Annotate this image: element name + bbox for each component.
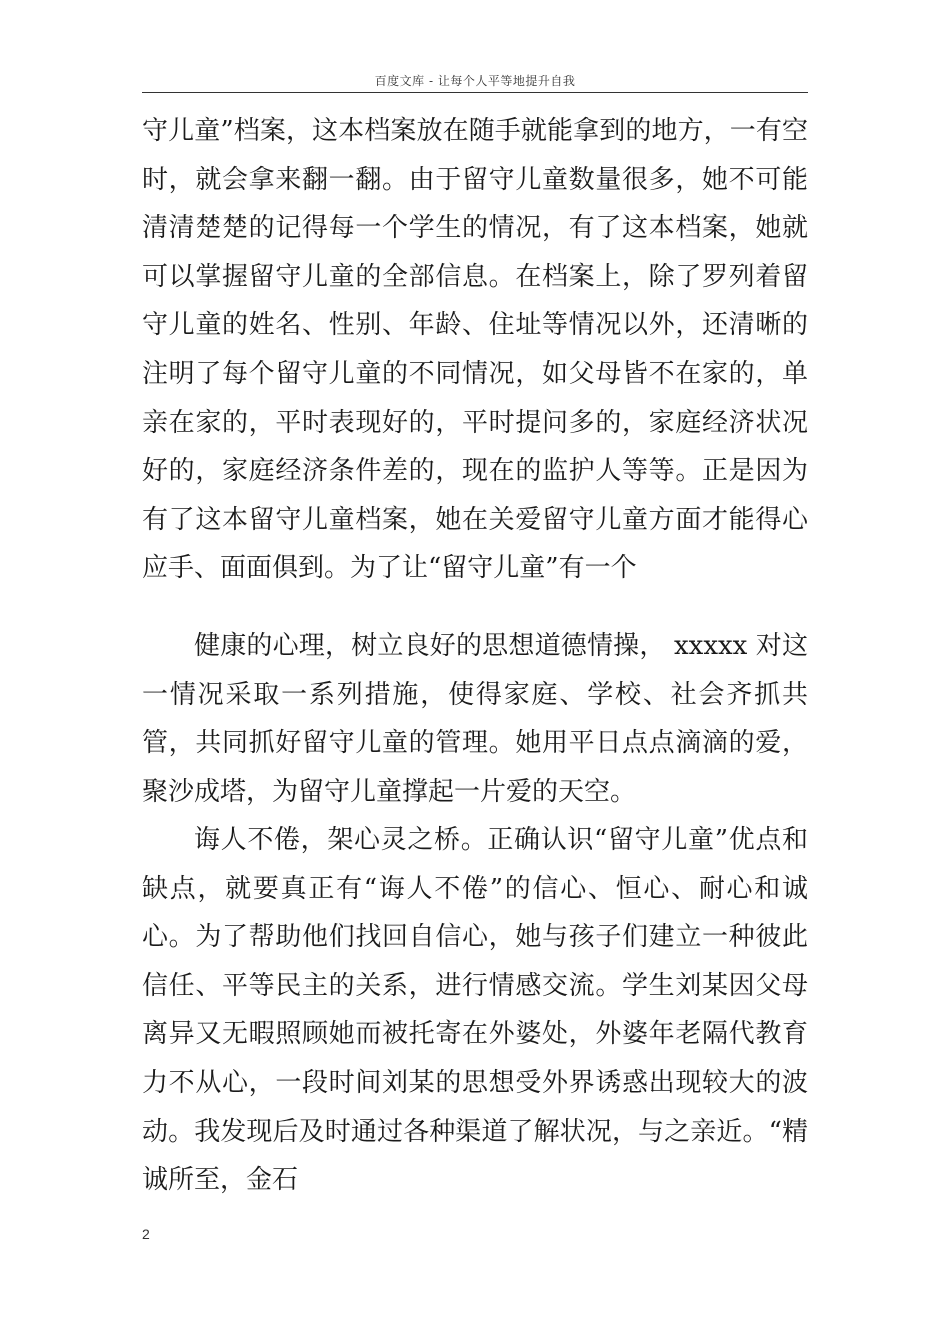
paragraph-1: 守儿童”档案，这本档案放在随手就能拿到的地方，一有空时，就会拿来翻一翻。由于留守儿童数量很多，她不可能清清楚楚的记得每一个学生的情况，有了这本档案，她就可以掌握留守儿童的全部信息。在档案上，除了罗列着留守儿童的姓名、性别、年龄、住址等情况以外，还清晰的注明了每个留守儿童的不同情况，如父母皆不在家的，单亲在家的，平时表现好的，平时提问多的，家庭经济状况好的，家庭经济条件差的，现在的监护人等等。正是因为有了这本留守儿童档案，她在关爱留守儿童方面才能得心应手、面面俱到。为了让“留守儿童”有一个 (142, 116, 808, 584)
page-header: 百度文库 - 让每个人平等地提升自我 (374, 74, 576, 88)
paragraph-1-block (142, 107, 808, 593)
paragraph-3: 诲人不倦，架心灵之桥。正确认识“留守儿童”优点和缺点，就要真正有“诲人不倦”的信心、恒心、耐心和诚心。为了帮助他们找回自信心，她与孩子们建立一种彼此信任、平等民主的关系，进行情感交流。学生刘某因父母离异又无暇照顾她而被托寄在外婆处，外婆年老隔代教育力不从心，一段时间刘某的思想受外界诱惑出现较大的波动。我发现后及时通过各种渠道了解状况，与之亲近。“精诚所至，金石 (142, 825, 808, 1196)
paragraph-3-block (142, 816, 808, 1205)
paragraph-2-block (142, 622, 808, 816)
paragraph-2: 健康的心理，树立良好的思想道德情操， xxxxx 对这一情况采取一系列措施，使得家庭、学校、社会齐抓共管，共同抓好留守儿童的管理。她用平日点点滴滴的爱，聚沙成塔，为留守儿童撑起一片爱的天空。 (142, 631, 808, 807)
page-number: 2 (142, 1226, 150, 1242)
header-divider (142, 92, 808, 93)
